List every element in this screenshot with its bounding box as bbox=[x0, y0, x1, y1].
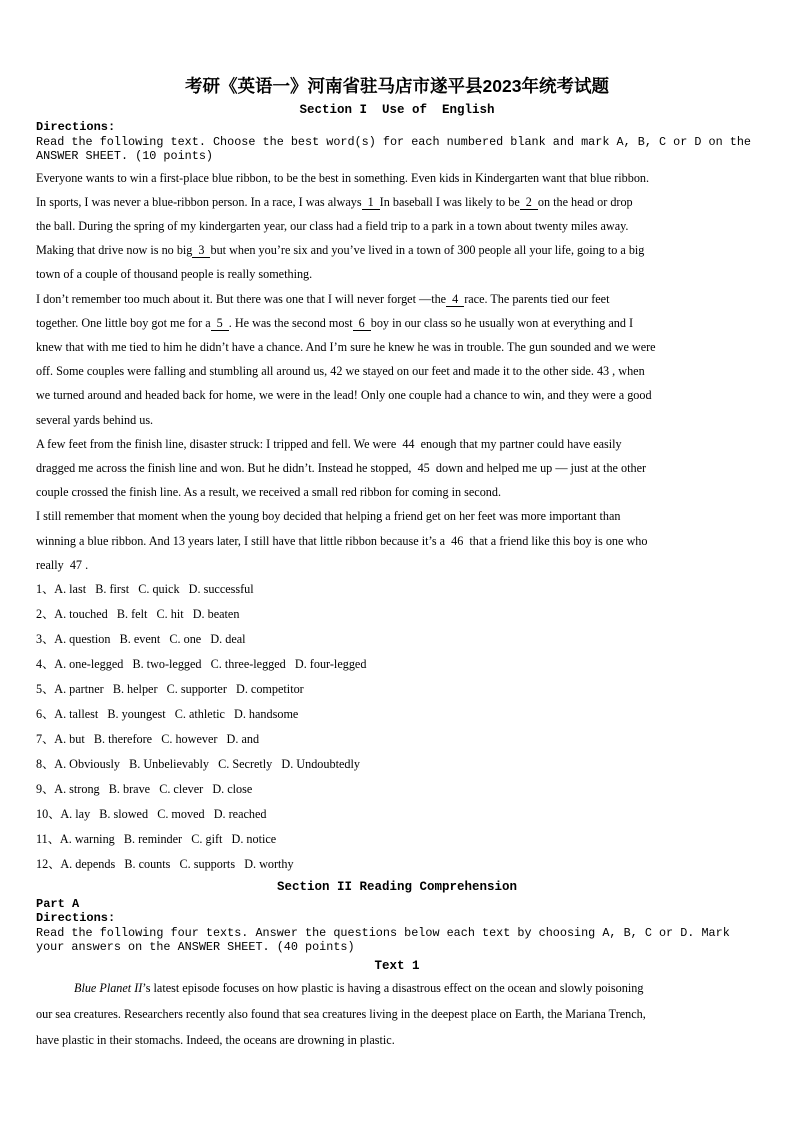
text-line: winning a blue ribbon. And 13 years later, I still have that little ribbon because it’s a 46 that a friend like this boy is one who bbox=[36, 533, 648, 548]
text-line: really 47 . bbox=[36, 557, 89, 572]
section1-heading: Section I Use of English bbox=[299, 103, 495, 117]
question-row: 5、A. partner B. helper C. supporter D. competitor bbox=[36, 681, 304, 696]
italic-title: Blue Planet II bbox=[74, 980, 143, 995]
question-row: 8、A. Obviously B. Unbelievably C. Secretly D. Undoubtedly bbox=[36, 756, 360, 771]
question-row: 3、A. question B. event C. one D. deal bbox=[36, 631, 246, 646]
text-line: the ball. During the spring of my kindergarten year, our class had a field trip to a park in a town about twenty miles away. bbox=[36, 218, 629, 233]
text-line: A few feet from the finish line, disaster struck: I tripped and fell. We were 44 enough that my partner could have easily bbox=[36, 436, 622, 451]
section1-directions-text bbox=[36, 135, 758, 164]
text-line: I don’t remember too much about it. But there was one that I will never forget —the 4 race. The parents tied our feet bbox=[36, 291, 610, 306]
page-title: 考研《英语一》河南省驻马店市遂平县2023年统考试题 bbox=[185, 76, 609, 96]
cloze-blank: 5 bbox=[211, 316, 229, 331]
question-row: 7、A. but B. therefore C. however D. and bbox=[36, 731, 260, 746]
text-line: Read the following text. Choose the best word(s) for each numbered blank and mark A, B, C or D on the bbox=[36, 134, 752, 149]
text-line: have plastic in their stomachs. Indeed, the oceans are drowning in plastic. bbox=[36, 1032, 395, 1047]
text-line: Making that drive now is no big 3 but when you’re six and you’ve lived in a town of 300 people all your life, going to a big bbox=[36, 243, 645, 258]
text-line: your answers on the ANSWER SHEET. (40 points) bbox=[36, 940, 355, 955]
text-line: Blue Planet II’s latest episode focuses on how plastic is having a disastrous effect on the ocean and slowly poisoning bbox=[74, 980, 644, 995]
cloze-question-list bbox=[36, 577, 758, 877]
cloze-blank: 6 bbox=[353, 316, 371, 331]
text-line: I still remember that moment when the young boy decided that helping a friend get on her feet was more important than bbox=[36, 509, 621, 524]
question-row: 4、A. one-legged B. two-legged C. three-legged D. four-legged bbox=[36, 656, 367, 671]
part-a-label: Part A bbox=[36, 896, 80, 911]
question-row: 10、A. lay B. slowed C. moved D. reached bbox=[36, 806, 267, 821]
question-row: 12、A. depends B. counts C. supports D. worthy bbox=[36, 856, 294, 871]
cloze-blank: 1 bbox=[362, 195, 380, 210]
text-line: our sea creatures. Researchers recently also found that sea creatures living in the deepest place on Earth, the Mariana Trench, bbox=[36, 1006, 646, 1021]
text-line: Read the following four texts. Answer the questions below each text by choosing A, B, C or D. Mark bbox=[36, 925, 730, 940]
text-line: together. One little boy got me for a 5 . He was the second most 6 boy in our class so he usually won at everything and I bbox=[36, 315, 634, 330]
text-line: Everyone wants to win a first-place blue ribbon, to be the best in something. Even kids in Kindergarten want that blue ribbon. bbox=[36, 170, 650, 185]
question-row: 9、A. strong B. brave C. clever D. close bbox=[36, 781, 253, 796]
question-row: 2、A. touched B. felt C. hit D. beaten bbox=[36, 606, 240, 621]
text-line: knew that with me tied to him he didn’t have a chance. And I’m sure he knew he was in trouble. The gun sounded and we were bbox=[36, 339, 656, 354]
text-line: dragged me across the finish line and won. But he didn’t. Instead he stopped, 45 down and helped me up — just at the other bbox=[36, 460, 647, 475]
section2-directions-label: Directions: bbox=[36, 911, 116, 926]
cloze-passage bbox=[36, 166, 758, 577]
section2-heading: Section II Reading Comprehension bbox=[276, 879, 518, 894]
text-line: several yards behind us. bbox=[36, 412, 154, 427]
text1-passage bbox=[36, 976, 758, 1053]
question-row: 6、A. tallest B. youngest C. athletic D. handsome bbox=[36, 706, 299, 721]
question-row: 11、A. warning B. reminder C. gift D. notice bbox=[36, 831, 277, 846]
text-line: ANSWER SHEET. (10 points) bbox=[36, 149, 213, 163]
text-line: we turned around and headed back for home, we were in the lead! Only one couple had a chance to win, and they were a good bbox=[36, 388, 652, 403]
cloze-blank: 4 bbox=[446, 292, 464, 307]
text1-heading: Text 1 bbox=[374, 958, 420, 973]
text-line: In sports, I was never a blue-ribbon person. In a race, I was always 1 In baseball I was likely to be 2 on the head or drop bbox=[36, 194, 633, 209]
text-line: couple crossed the finish line. As a result, we received a small red ribbon for coming in second. bbox=[36, 485, 502, 500]
question-row: 1、A. last B. first C. quick D. successful bbox=[36, 581, 254, 596]
section2-directions-text bbox=[36, 926, 758, 955]
text-line: off. Some couples were falling and stumbling all around us, 42 we stayed on our feet and made it to the other side. 43 , when bbox=[36, 364, 645, 379]
cloze-blank: 3 bbox=[192, 243, 210, 258]
cloze-blank: 2 bbox=[520, 195, 538, 210]
section1-directions-label: Directions: bbox=[36, 120, 116, 134]
text-line: town of a couple of thousand people is really something. bbox=[36, 267, 313, 282]
